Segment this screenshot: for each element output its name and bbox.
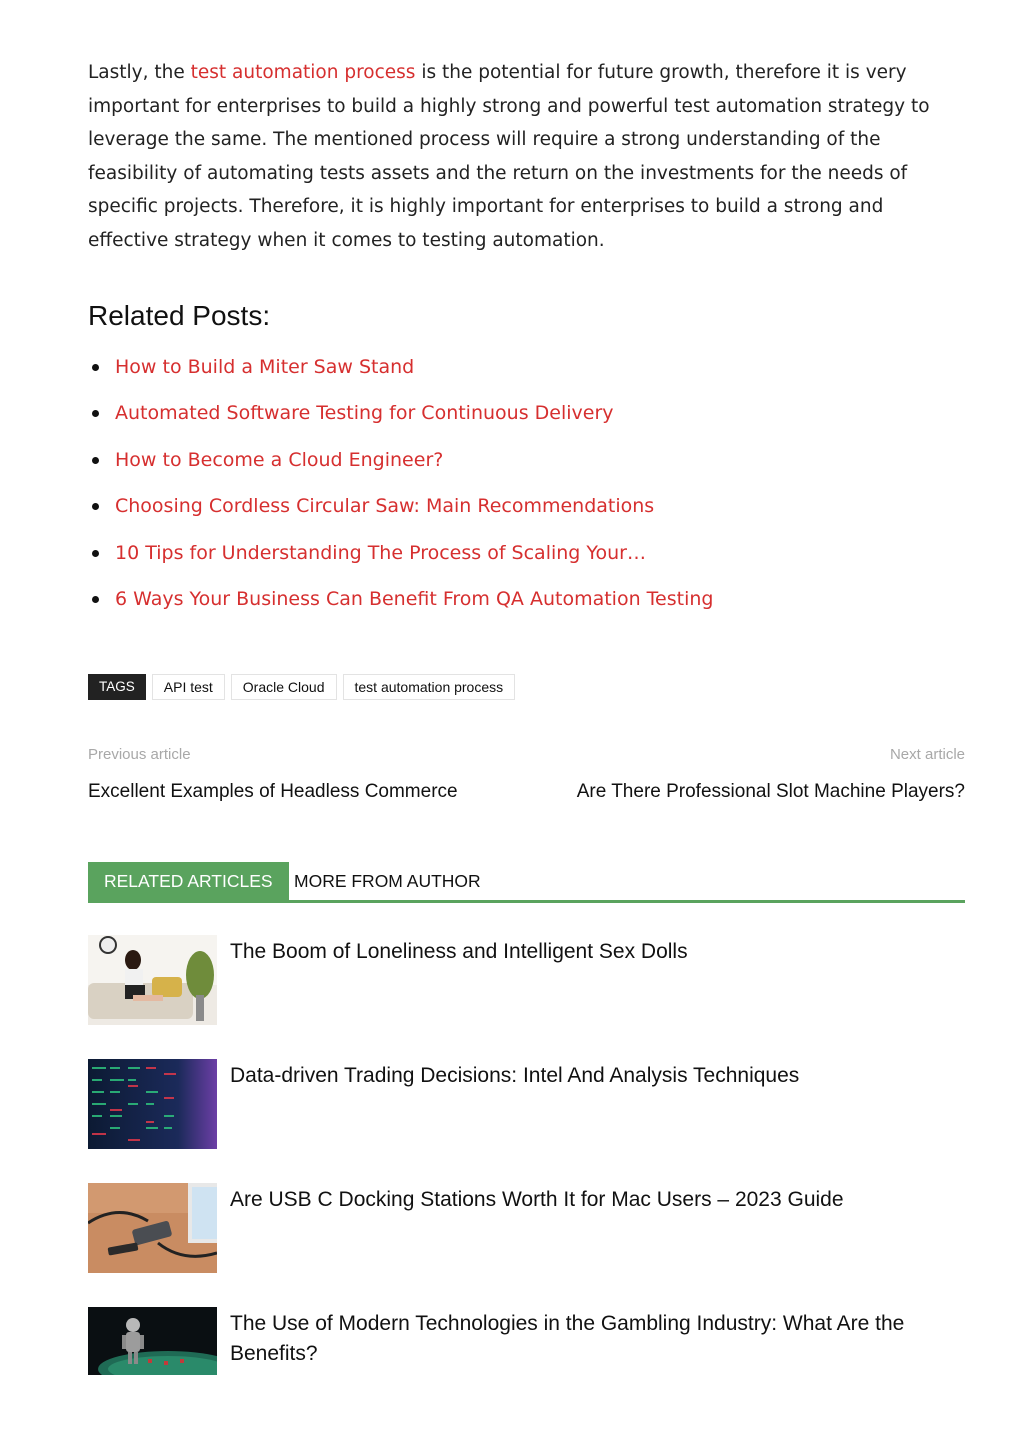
related-posts-heading: Related Posts: xyxy=(88,299,271,331)
previous-article-label: Previous article xyxy=(88,746,191,763)
related-posts-list xyxy=(88,352,965,631)
next-article xyxy=(577,746,965,803)
stock-ticker-image xyxy=(88,1059,217,1149)
list-item xyxy=(88,1059,965,1149)
bullet-icon xyxy=(92,503,99,510)
related-tabs xyxy=(88,862,965,903)
related-post-link[interactable]: How to Build a Miter Saw Stand xyxy=(115,355,415,378)
article-title-link[interactable]: Are USB C Docking Stations Worth It for Mac Users – 2023 Guide xyxy=(230,1188,844,1211)
article-content xyxy=(88,56,965,1365)
robot-casino-image xyxy=(88,1307,217,1375)
tab-related-articles[interactable]: RELATED ARTICLES xyxy=(88,862,289,900)
tag-oracle-cloud[interactable]: Oracle Cloud xyxy=(231,674,337,700)
list-item xyxy=(88,445,965,492)
tag-test-automation-process[interactable]: test automation process xyxy=(343,674,516,700)
list-item xyxy=(88,1183,965,1273)
list-item xyxy=(88,935,965,1025)
list-item xyxy=(88,1307,965,1397)
related-post-link[interactable]: Automated Software Testing for Continuous Delivery xyxy=(115,402,614,425)
related-post-link[interactable]: 10 Tips for Understanding The Process of Scaling Your… xyxy=(115,541,646,564)
next-article-link[interactable]: Are There Professional Slot Machine Players? xyxy=(576,781,965,802)
tag-api-test[interactable]: API test xyxy=(152,674,225,700)
article-thumbnail[interactable] xyxy=(88,1307,217,1375)
bullet-icon xyxy=(92,457,99,464)
list-item xyxy=(88,538,965,585)
bullet-icon xyxy=(92,410,99,417)
bullet-icon xyxy=(92,596,99,603)
bullet-icon xyxy=(92,364,99,371)
intro-text-before: Lastly, the xyxy=(88,62,191,83)
doll-room-image xyxy=(88,935,217,1025)
intro-paragraph xyxy=(88,56,965,258)
related-post-link[interactable]: 6 Ways Your Business Can Benefit From QA Automation Testing xyxy=(115,588,714,611)
usb-dock-image xyxy=(88,1183,217,1273)
related-post-link[interactable]: How to Become a Cloud Engineer? xyxy=(115,448,444,471)
tags-label: TAGS xyxy=(88,674,146,700)
tags-row xyxy=(88,674,515,700)
bullet-icon xyxy=(92,550,99,557)
related-post-link[interactable]: Choosing Cordless Circular Saw: Main Recommendations xyxy=(115,495,655,518)
article-title-link[interactable]: The Use of Modern Technologies in the Gambling Industry: What Are the Benefits? xyxy=(230,1312,905,1365)
previous-article xyxy=(88,746,458,803)
article-title-link[interactable]: The Boom of Loneliness and Intelligent Sex Dolls xyxy=(230,940,688,963)
list-item xyxy=(88,584,965,631)
article-thumbnail[interactable] xyxy=(88,1059,217,1149)
list-item xyxy=(88,491,965,538)
article-thumbnail[interactable] xyxy=(88,1183,217,1273)
list-item xyxy=(88,352,965,399)
article-thumbnail[interactable] xyxy=(88,935,217,1025)
previous-article-link[interactable]: Excellent Examples of Headless Commerce xyxy=(88,781,458,802)
next-article-label: Next article xyxy=(889,746,965,763)
intro-text-after: is the potential for future growth, therefore it is very important for enterprises to build a highly strong and powerful test automation strategy to leverage the same. The mentioned process will require a strong understanding of the feasibility of automating tests assets and the return on the investments for the needs of specific projects. Therefore, it is highly important for enterprises to build a strong and effective strategy when it comes to testing automation. xyxy=(88,62,930,251)
list-item xyxy=(88,398,965,445)
article-title-link[interactable]: Data-driven Trading Decisions: Intel And Analysis Techniques xyxy=(230,1064,800,1087)
intro-link[interactable]: test automation process xyxy=(190,62,416,83)
tab-more-from-author[interactable]: MORE FROM AUTHOR xyxy=(294,871,481,891)
